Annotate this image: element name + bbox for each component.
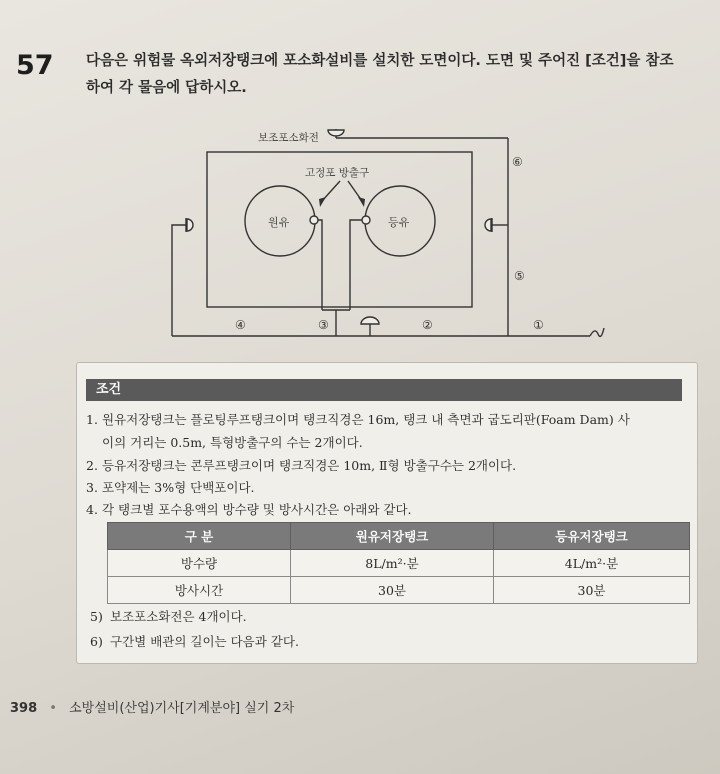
page-number: 398 [10, 701, 38, 716]
page-footer [10, 697, 294, 716]
label-fixed-outlet: 고정포 방출구 [305, 167, 370, 179]
condition-text: 등유저장탱크는 콘루프탱크이며 탱크직경은 10m, Ⅱ형 방출구수는 2개이다. [102, 458, 517, 473]
foam-system-diagram [150, 115, 620, 350]
condition-item-1 [86, 410, 696, 428]
question-number: 57 [16, 50, 54, 81]
condition-item-1-cont [86, 433, 696, 451]
label-seg6: ⑥ [512, 155, 523, 169]
table-cell: 방사시간 [108, 577, 291, 604]
fixed-outlet-right [362, 216, 370, 224]
table-header-row [108, 523, 690, 550]
conditions-header: 조건 [86, 379, 682, 401]
condition-text: 구간별 배관의 길이는 다음과 같다. [110, 634, 299, 649]
table-header-cell: 구 분 [108, 523, 291, 550]
label-seg2: ② [422, 318, 433, 332]
pipe-right-outlet [350, 220, 362, 310]
table-cell: 4L/m²·분 [494, 550, 690, 577]
aux-hydrant-top-icon [328, 129, 344, 138]
condition-num: 2. [86, 458, 98, 473]
pipe-break-symbol [590, 328, 604, 336]
condition-item-6 [90, 632, 700, 650]
condition-num: 4. [86, 502, 98, 517]
table-header-cell: 원유저장탱크 [291, 523, 494, 550]
table-row [108, 577, 690, 604]
table-row [108, 550, 690, 577]
fixed-outlet-left [310, 216, 318, 224]
condition-num: 1. [86, 412, 98, 427]
condition-item-2 [86, 456, 696, 474]
arrow-left [319, 197, 326, 207]
label-seg4: ④ [235, 318, 246, 332]
discharge-table [107, 522, 690, 604]
condition-text: 각 탱크별 포수용액의 방수량 및 방사시간은 아래와 같다. [102, 502, 412, 517]
question-text: 다음은 위험물 옥외저장탱크에 포소화설비를 설치한 도면이다. 도면 및 주어진 [조건]을 참조하여 각 물음에 답하시오. [86, 53, 674, 96]
label-aux-hydrant: 보조포소화전 [258, 132, 319, 144]
condition-text: 포약제는 3%형 단백포이다. [102, 480, 255, 495]
table-cell: 8L/m²·분 [291, 550, 494, 577]
condition-num: 6) [90, 634, 103, 649]
label-seg1: ① [533, 318, 544, 332]
arrow-right [358, 197, 365, 207]
table-cell: 30분 [291, 577, 494, 604]
label-seg3: ③ [318, 318, 329, 332]
label-tank-kerosene: 등유 [388, 216, 410, 229]
aux-hydrant-right-icon [485, 218, 492, 232]
label-seg5: ⑤ [514, 269, 525, 283]
pipe-left-outlet [318, 220, 322, 310]
condition-text: 보조포소화전은 4개이다. [110, 609, 247, 624]
condition-item-5 [90, 607, 700, 625]
book-title: 소방설비(산업)기사[기계분야] 실기 2차 [69, 701, 295, 716]
label-tank-crude: 원유 [268, 216, 290, 229]
aux-hydrant-bottom-icon [361, 317, 379, 336]
footer-bullet: • [49, 701, 57, 716]
pipe-left-branch [172, 225, 186, 336]
condition-text: 원유저장탱크는 플로팅루프탱크이며 탱크직경은 16m, 탱크 내 측면과 굽도리판(Foam Dam) 사 [102, 412, 630, 427]
condition-item-3 [86, 478, 696, 496]
table-cell: 30분 [494, 577, 690, 604]
aux-hydrant-left-icon [186, 218, 193, 232]
table-cell: 방수량 [108, 550, 291, 577]
condition-text: 이의 거리는 0.5m, 특형방출구의 수는 2개이다. [102, 435, 363, 450]
condition-num: 3. [86, 480, 98, 495]
condition-item-4 [86, 500, 696, 518]
table-header-cell: 등유저장탱크 [494, 523, 690, 550]
condition-num: 5) [90, 609, 103, 624]
